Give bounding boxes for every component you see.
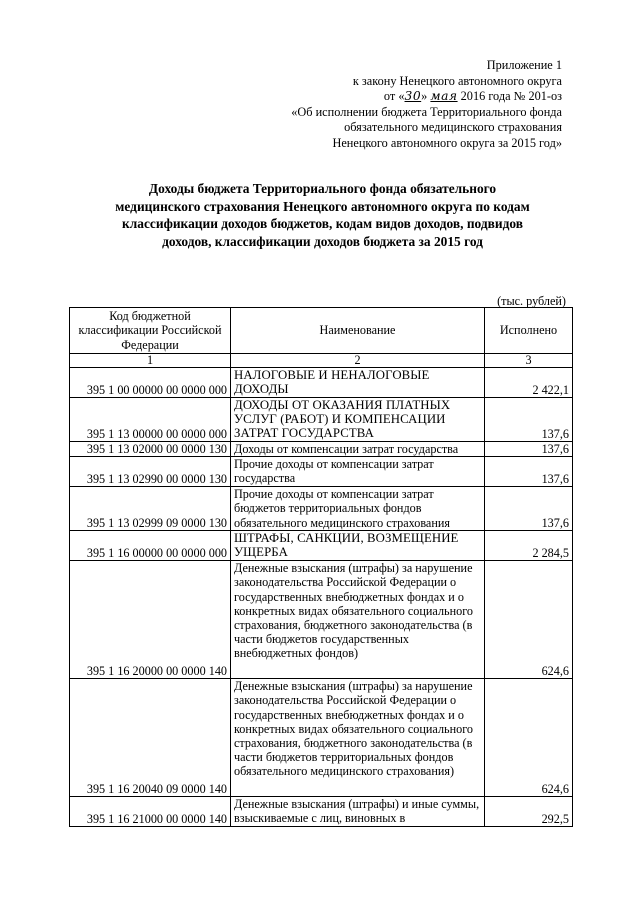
row-code: 395 1 13 00000 00 0000 000 xyxy=(70,398,231,442)
row-name: Денежные взыскания (штрафы) и иные суммы, взыскиваемые с лиц, виновных в xyxy=(231,797,485,827)
handwritten-month: мая xyxy=(430,89,458,104)
row-code: 395 1 16 21000 00 0000 140 xyxy=(70,797,231,827)
row-amount: 2 284,5 xyxy=(485,531,573,561)
column-number-row xyxy=(70,354,573,368)
date-prefix: от « xyxy=(383,89,405,104)
row-code: 395 1 13 02000 00 0000 130 xyxy=(70,442,231,457)
row-name: ДОХОДЫ ОТ ОКАЗАНИЯ ПЛАТНЫХ УСЛУГ (РАБОТ) И КОМПЕНСАЦИИ ЗАТРАТ ГОСУДАРСТВА xyxy=(231,398,485,442)
date-suffix: 2016 года № 201-оз xyxy=(457,89,562,104)
row-amount: 624,6 xyxy=(485,561,573,679)
revenue-table xyxy=(69,307,573,827)
row-amount: 624,6 xyxy=(485,679,573,797)
table-row xyxy=(70,531,573,561)
units-label: (тыс. рублей) xyxy=(497,294,566,308)
header-name: Наименование xyxy=(231,308,485,354)
table-row xyxy=(70,398,573,442)
row-amount: 292,5 xyxy=(485,797,573,827)
row-amount: 137,6 xyxy=(485,487,573,531)
table-row xyxy=(70,561,573,679)
row-name: Прочие доходы от компенсации затрат государства xyxy=(231,457,485,487)
title-line-3: классификации доходов бюджетов, кодам видов доходов, подвидов xyxy=(122,216,523,232)
table-row xyxy=(70,679,573,797)
row-name: Прочие доходы от компенсации затрат бюджетов территориальных фондов обязательного медицинского страхования xyxy=(231,487,485,531)
handwritten-day: 30 xyxy=(404,89,422,104)
annex-title: Приложение 1 xyxy=(486,58,562,72)
row-code: 395 1 00 00000 00 0000 000 xyxy=(70,368,231,398)
header-executed: Исполнено xyxy=(485,308,573,354)
row-code: 395 1 16 20000 00 0000 140 xyxy=(70,561,231,679)
annex-law-title-1: «Об исполнении бюджета Территориального фонда xyxy=(291,104,562,119)
annex-law-title-2: обязательного медицинского страхования xyxy=(344,120,562,135)
row-name: ШТРАФЫ, САНКЦИИ, ВОЗМЕЩЕНИЕ УЩЕРБА xyxy=(231,531,485,561)
row-code: 395 1 13 02990 00 0000 130 xyxy=(70,457,231,487)
row-name: Денежные взыскания (штрафы) за нарушение законодательства Российской Федерации о государственных внебюджетных фондах и о конкретных видах обязательного социального страхования, бюджетного законодательства (в части бюджетов территориальных фондов обязательного медицинского страхования) xyxy=(231,679,485,797)
table-header-row xyxy=(70,308,573,354)
row-amount: 2 422,1 xyxy=(485,368,573,398)
row-amount: 137,6 xyxy=(485,457,573,487)
annex-date-line xyxy=(232,89,562,105)
table-row xyxy=(70,797,573,827)
annex-law-title-3: Ненецкого автономного округа за 2015 год» xyxy=(332,135,562,150)
title-line-4: доходов, классификации доходов бюджета за 2015 год xyxy=(162,233,483,249)
title-line-1: Доходы бюджета Территориального фонда обязательного xyxy=(148,181,497,196)
row-code: 395 1 16 00000 00 0000 000 xyxy=(70,531,231,561)
title-line-2: медицинского страхования Ненецкого автономного округа по кодам xyxy=(115,198,530,214)
col-number-3: 3 xyxy=(485,354,573,368)
document-title xyxy=(60,180,585,250)
row-code: 395 1 13 02999 09 0000 130 xyxy=(70,487,231,531)
row-name: Денежные взыскания (штрафы) за нарушение законодательства Российской Федерации о государственных внебюджетных фондах и о конкретных видах обязательного социального страхования, бюджетного законодательства (в части бюджетов государственных внебюджетных фондов) xyxy=(231,561,485,679)
header-code: Код бюджетной классификации Российской Федерации xyxy=(70,308,231,354)
col-number-1: 1 xyxy=(70,354,231,368)
row-name: Доходы от компенсации затрат государства xyxy=(231,442,485,457)
col-number-2: 2 xyxy=(231,354,485,368)
annex-header xyxy=(232,58,562,152)
row-name: НАЛОГОВЫЕ И НЕНАЛОГОВЫЕ ДОХОДЫ xyxy=(231,368,485,398)
table-row xyxy=(70,368,573,398)
annex-law-ref: к закону Ненецкого автономного округа xyxy=(352,73,562,88)
row-code: 395 1 16 20040 09 0000 140 xyxy=(70,679,231,797)
table-row xyxy=(70,442,573,457)
date-mid: » xyxy=(421,89,431,104)
row-amount: 137,6 xyxy=(485,442,573,457)
table-row xyxy=(70,487,573,531)
row-amount: 137,6 xyxy=(485,398,573,442)
table-row xyxy=(70,457,573,487)
